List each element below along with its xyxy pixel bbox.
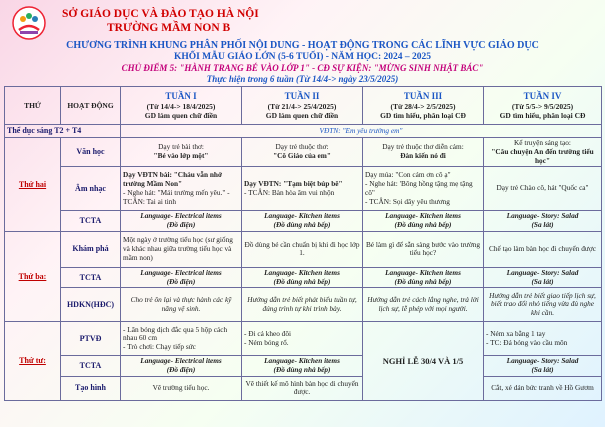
the-duc-sang-label: Thể dục sáng T2 + T4 xyxy=(5,125,121,138)
activity-ptvd: PTVĐ xyxy=(61,322,121,356)
schedule-table xyxy=(4,86,602,401)
cell: Hướng dẫn trẻ cách lắng nghe, trả lời lịch sự, lễ phép với mọi người. xyxy=(363,288,484,322)
week-name: TUẦN I xyxy=(165,91,197,102)
cell xyxy=(484,322,602,356)
cell-text: Language- Electrical items xyxy=(140,356,222,366)
cell-text: - TCÂN: Sọi dây yêu thương xyxy=(365,196,450,206)
table-row-kham-pha xyxy=(5,231,602,267)
activity-hdkn: HDKN(HĐC) xyxy=(61,288,121,322)
cell xyxy=(121,322,242,356)
cell-text: Language- Story: Salad xyxy=(506,356,579,366)
week-topic: GD tìm hiểu, phân loại CĐ xyxy=(380,110,466,120)
activity-van-hoc: Văn học xyxy=(61,138,121,167)
table-row-van-hoc xyxy=(5,138,602,167)
activity-tao-hinh: Tạo hình xyxy=(61,376,121,400)
cell xyxy=(363,267,484,288)
cell: Hướng dẫn trẻ biết giao tiếp lịch sự, biết trao đổi nhỏ tiếng vừa đủ nghe khi cần. xyxy=(484,288,602,322)
table-row-ptvd xyxy=(5,322,602,356)
cell-text: - TC: Đá bóng vào cầu môn xyxy=(486,337,568,347)
cell-text: Dạy múa: "Con cám ơn cô ạ" xyxy=(365,170,451,180)
cell-text: (Đồ điện) xyxy=(166,276,196,286)
cell: Chế tạo làm bàn học đi chuyển được xyxy=(484,231,602,267)
cell-text: Language- Kitchen items xyxy=(385,211,461,221)
cell-text: "Bé vào lớp một" xyxy=(153,151,209,161)
cell-text: Language- Electrical items xyxy=(140,211,222,221)
cell xyxy=(363,138,484,167)
week-name: TUẦN IV xyxy=(523,91,562,102)
cell-text: - Trò chơi: Chạy tiếp sức xyxy=(123,342,196,352)
table-row-the-duc xyxy=(5,125,602,138)
cell-text: - Ném bóng rổ. xyxy=(244,337,289,347)
cell-text: Dạy VĐTN: "Tạm biệt búp bê" xyxy=(244,179,343,188)
cell xyxy=(121,356,242,377)
cell xyxy=(242,356,363,377)
table-row-am-nhac xyxy=(5,167,602,211)
vdtn-text: VĐTN: "Em yêu trường em" xyxy=(121,125,602,138)
activity-am-nhac: Âm nhạc xyxy=(61,167,121,211)
cell-text: Language- Kitchen items xyxy=(264,356,340,366)
cell-text: (Đồ dùng nhà bếp) xyxy=(273,276,331,286)
cell-text: (Sa lát) xyxy=(531,220,554,229)
cell xyxy=(363,167,484,211)
cell-text: "Cô Giáo của em" xyxy=(273,151,331,161)
activity-tcta: TCTA xyxy=(61,267,121,288)
cell-text: Dạy trẻ bài thơ: xyxy=(158,142,204,152)
week-name: TUẦN III xyxy=(403,91,443,102)
cell-text: - Lăn bóng dịch đắc qua 5 hộp cách nhau 60 cm xyxy=(123,324,228,343)
cell xyxy=(121,267,242,288)
cell: Cắt, xé dán bức tranh về Hồ Gươm xyxy=(484,376,602,400)
cell xyxy=(484,267,602,288)
week-range: (Từ 14/4-> 18/4/2025) xyxy=(146,101,216,111)
cell-text: Dạy trẻ thuộc thơ: xyxy=(275,142,329,152)
week-3-header xyxy=(363,87,484,125)
school-name: TRƯỜNG MẦM NON B xyxy=(107,22,231,34)
duration-text: Thực hiện trong 6 tuần (Từ 14/4-> ngày 23/5/2025) xyxy=(206,74,399,84)
page-header xyxy=(0,0,605,84)
cell xyxy=(484,211,602,232)
week-2-header xyxy=(242,87,363,125)
day-thu-tu: Thứ tư: xyxy=(5,322,61,401)
day-thu-hai: Thứ hai xyxy=(5,138,61,232)
cell: Bé làm gì để sẵn sàng bước vào trường tiểu học? xyxy=(363,231,484,267)
cell-text: - TCÂN: Bàn hòa âm vui nhộn xyxy=(244,187,335,197)
cell: Hướng dẫn trẻ biết phát biểu tuần tự, đúng trình tự khi trình bày. xyxy=(242,288,363,322)
table-row-hdkn xyxy=(5,288,602,322)
cell xyxy=(121,211,242,232)
doc-title: CHƯƠNG TRÌNH KHUNG PHÂN PHỐI NỘI DUNG - HOẠT ĐỘNG TRONG CÁC LĨNH VỰC GIÁO DỤC xyxy=(66,40,539,51)
table-row-tcta xyxy=(5,356,602,377)
cell-text: (Đồ điện) xyxy=(166,220,196,229)
table-row-tcta xyxy=(5,267,602,288)
cell xyxy=(484,138,602,167)
cell-text: - Nghe hát: "Mái trường mến yêu." - TCÂN: Tai ai tinh xyxy=(123,187,230,206)
cell-text: (Đồ dùng nhà bếp) xyxy=(273,365,331,374)
cell: Dạy trẻ Chào cô, hát "Quốc ca" xyxy=(484,167,602,211)
cell xyxy=(484,356,602,377)
cell-text: Language- Story: Salad xyxy=(506,267,579,277)
cell-text: Language- Kitchen items xyxy=(264,267,340,277)
doc-subtitle: KHỐI MẪU GIÁO LỚN (5-6 TUỔI) - NĂM HỌC: 2024 – 2025 xyxy=(173,52,432,62)
activity-tcta: TCTA xyxy=(61,211,121,232)
cell xyxy=(242,267,363,288)
cell xyxy=(242,138,363,167)
activity-tcta: TCTA xyxy=(61,356,121,377)
week-name: TUẦN II xyxy=(284,91,320,102)
cell-text: - Đi cả kheo đôi xyxy=(244,329,292,338)
cell-text: (Đồ dùng nhà bếp) xyxy=(394,220,452,229)
cell xyxy=(242,211,363,232)
table-header-row xyxy=(5,87,602,125)
cell-text: Kể truyện sáng tạo: xyxy=(514,138,571,147)
cell-text: Language- Story: Salad xyxy=(506,211,579,221)
cell: Cho trẻ ôn lại và thực hành các kỹ năng vệ sinh. xyxy=(121,288,242,322)
cell xyxy=(121,167,242,211)
week-topic: GD tìm hiểu, phân loại CĐ xyxy=(499,110,586,120)
cell xyxy=(363,211,484,232)
theme-title: CHỦ ĐIỂM 5: "HÀNH TRANG BÉ VÀO LỚP 1" - CĐ SỰ KIỆN: "MỪNG SINH NHẬT BÁC" xyxy=(121,63,484,73)
cell-text: Dạy trẻ thuộc thơ diễn cảm: xyxy=(382,142,464,152)
cell-text: Language- Kitchen items xyxy=(264,211,340,221)
cell-text: Language- Kitchen items xyxy=(385,267,461,277)
header-thu: THỨ xyxy=(5,87,61,125)
cell-text: - Nghe hát: 'Bông hồng tặng mẹ tặng cô" xyxy=(365,179,473,197)
cell-text: Dạy VĐTN bài: "Cháu vẫn nhớ trường Mầm Non" xyxy=(123,170,222,188)
cell-text: - Ném xa bằng 1 tay xyxy=(486,329,546,338)
cell-text: (Sa lát) xyxy=(531,276,554,286)
cell: Vẽ thiết kế mô hình bàn học di chuyển được. xyxy=(242,376,363,400)
week-4-header xyxy=(484,87,602,125)
cell-text: (Đồ dùng nhà bếp) xyxy=(394,276,452,286)
table-row-tao-hinh xyxy=(5,376,602,400)
week-1-header xyxy=(121,87,242,125)
cell-text: (Sa lát) xyxy=(531,365,554,374)
cell xyxy=(242,322,363,356)
week-range: (Từ 28/4-> 2/5/2025) xyxy=(390,101,456,111)
activity-kham-pha: Khám phá xyxy=(61,231,121,267)
header-hoat-dong: HOẠT ĐỘNG xyxy=(61,87,121,125)
cell xyxy=(121,138,242,167)
school-logo xyxy=(12,6,46,40)
week-topic: GD làm quen chữ điền xyxy=(265,110,339,120)
org-name: SỞ GIÁO DỤC VÀ ĐÀO TẠO HÀ NỘI xyxy=(62,8,259,20)
cell: Một ngày ở trường tiểu học (sư giống và khác nhau giữa trường tiểu học và mầm non) xyxy=(121,231,242,267)
cell-text: Language- Electrical items xyxy=(140,267,222,277)
cell xyxy=(242,167,363,211)
cell-text: (Đồ điện) xyxy=(166,365,196,374)
week-range: (Từ 21/4-> 25/4/2025) xyxy=(267,101,337,111)
cell-text: "Câu chuyện An đến trường tiểu học" xyxy=(491,146,594,165)
cell: Đồ dùng bé cần chuẩn bị khi đi học lớp 1. xyxy=(242,231,363,267)
cell-text: Đàn kiến nó đi xyxy=(400,151,446,161)
table-row-tcta xyxy=(5,211,602,232)
week-range: (Từ 5/5-> 9/5/2025) xyxy=(511,101,574,111)
day-thu-ba: Thứ ba: xyxy=(5,231,61,322)
cell-text: (Đồ dùng nhà bếp) xyxy=(273,220,331,229)
cell: Vẽ trường tiểu học. xyxy=(121,376,242,400)
week-topic: GD làm quen chữ điền xyxy=(144,110,218,120)
holiday-cell: NGHỈ LỄ 30/4 VÀ 1/5 xyxy=(363,322,484,401)
